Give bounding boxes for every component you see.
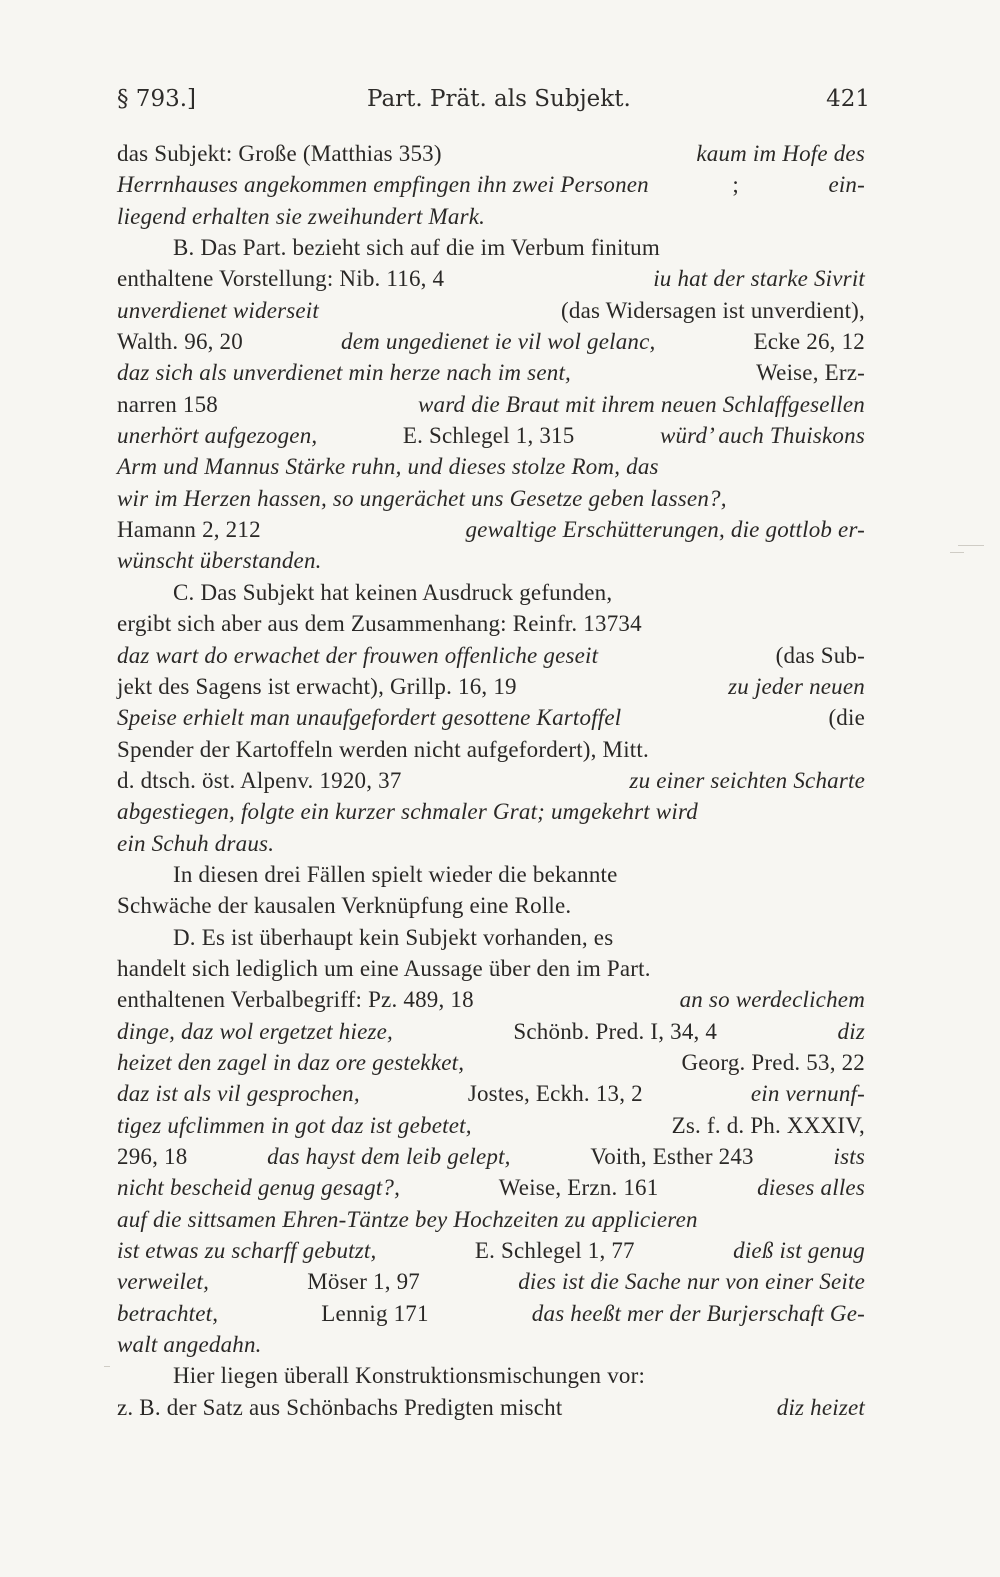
text-line xyxy=(117,1266,865,1297)
italic-text: daz ist als vil gesprochen, xyxy=(117,1081,366,1107)
italic-text: diz heizet xyxy=(776,1394,865,1420)
italic-text: ists xyxy=(833,1144,865,1169)
text-line xyxy=(117,514,865,545)
italic-text: ist etwas zu scharff gebutzt, xyxy=(117,1238,383,1264)
roman-text: handelt sich lediglich um eine Aussage über den im Part. xyxy=(117,955,651,981)
italic-text: dieses alles xyxy=(757,1175,865,1201)
roman-text: Zs. f. d. Ph. XXXIV, xyxy=(671,1112,865,1138)
roman-text: enthaltene Vorstellung: Nib. 116, 4 xyxy=(117,266,451,292)
text-line xyxy=(117,1329,865,1360)
italic-text: daz wart do erwachet der frouwen offenliche geseit xyxy=(117,642,605,668)
roman-text: Hier liegen überall Konstruktionsmischungen vor: xyxy=(173,1363,646,1389)
roman-text: ; xyxy=(732,172,745,198)
roman-text: Schönb. Pred. I, 34, 4 xyxy=(513,1018,724,1044)
italic-text: an so werdeclichem xyxy=(679,987,865,1013)
text-line xyxy=(117,1078,865,1109)
italic-text: auf die sittsamen Ehren-Täntze bey Hochzeiten zu applicieren xyxy=(117,1206,698,1232)
roman-text: jekt des Sagens ist erwacht), Grillp. 16, 19 xyxy=(117,673,523,699)
text-line xyxy=(117,1047,865,1078)
text-line xyxy=(117,420,865,451)
scan-mark xyxy=(104,1366,110,1367)
roman-text: In diesen drei Fällen spielt wieder die bekannte xyxy=(173,861,618,887)
text-line xyxy=(117,984,865,1015)
italic-text: unerhört aufgezogen, xyxy=(117,423,324,449)
roman-text: Lennig 171 xyxy=(321,1300,435,1326)
roman-text: Walth. 96, 20 xyxy=(117,329,249,355)
roman-text: z. B. der Satz aus Schönbachs Predigten mischt xyxy=(117,1394,569,1420)
running-title: Part. Prät. als Subjekt. xyxy=(367,86,631,112)
text-line xyxy=(117,890,865,921)
text-line xyxy=(117,451,865,482)
roman-text: B. Das Part. bezieht sich auf die im Verbum finitum xyxy=(173,235,660,261)
italic-text: unverdienet widerseit xyxy=(117,297,325,323)
roman-text: Möser 1, 97 xyxy=(307,1269,426,1295)
italic-text: Herrnhauses angekommen empfingen ihn zwei Personen xyxy=(117,172,649,198)
roman-text: Georg. Pred. 53, 22 xyxy=(681,1049,865,1075)
italic-text: Speise erhielt man unaufgefordert gesottene Kartoffel xyxy=(117,705,628,731)
roman-text: E. Schlegel 1, 315 xyxy=(402,423,581,449)
italic-text: diz xyxy=(837,1018,865,1044)
text-line xyxy=(117,1360,865,1391)
italic-text: nicht bescheid genug gesagt?, xyxy=(117,1175,406,1201)
scan-mark xyxy=(950,552,964,553)
section-number: § 793.] xyxy=(117,86,196,112)
italic-text: würd’ auch Thuiskons xyxy=(659,423,865,449)
italic-text: Arm und Mannus Stärke ruhn, und dieses stolze Rom, das xyxy=(117,454,659,480)
text-line xyxy=(117,169,865,200)
italic-text: das hayst dem leib gelept, xyxy=(267,1144,517,1169)
text-line xyxy=(117,201,865,232)
italic-text: ein vernunf- xyxy=(750,1081,865,1107)
italic-text: dinge, daz wol ergetzet hieze, xyxy=(117,1018,399,1044)
text-line xyxy=(117,326,865,357)
roman-text: enthaltenen Verbalbegriff: Pz. 489, 18 xyxy=(117,987,480,1013)
italic-text: verweilet, xyxy=(117,1269,215,1295)
roman-text: Hamann 2, 212 xyxy=(117,517,267,543)
text-line xyxy=(117,608,865,639)
running-head xyxy=(117,86,870,126)
italic-text: wir im Herzen hassen, so ungerächet uns Gesetze geben lassen?, xyxy=(117,485,727,511)
italic-text: dem ungedienet ie vil wol gelanc, xyxy=(341,329,662,355)
italic-text: liegend erhalten sie zweihundert Mark. xyxy=(117,203,486,229)
text-line xyxy=(117,295,865,326)
roman-text: Ecke 26, 12 xyxy=(753,329,865,355)
roman-text: C. Das Subjekt hat keinen Ausdruck gefunden, xyxy=(173,579,613,605)
italic-text: zu einer seichten Scharte xyxy=(629,767,865,793)
roman-text: Voith, Esther 243 xyxy=(590,1144,760,1169)
italic-text: zu jeder neuen xyxy=(728,673,865,699)
text-line xyxy=(117,640,865,671)
text-line xyxy=(117,232,865,263)
italic-text: daz sich als unverdienet min herze nach im sent, xyxy=(117,360,577,386)
text-line xyxy=(117,1204,865,1235)
text-line xyxy=(117,765,865,796)
italic-text: abgestiegen, folgte ein kurzer schmaler Grat; umgekehrt wird xyxy=(117,799,698,825)
italic-text: wünscht überstanden. xyxy=(117,548,322,574)
italic-text: gewaltige Erschütterungen, die gottlob er- xyxy=(465,517,865,543)
scan-mark xyxy=(958,545,984,546)
italic-text: walt angedahn. xyxy=(117,1332,262,1358)
page-number: 421 xyxy=(826,86,870,112)
text-line xyxy=(117,483,865,514)
roman-text: Weise, Erz- xyxy=(756,360,865,386)
italic-text: betrachtet, xyxy=(117,1300,225,1326)
text-line xyxy=(117,389,865,420)
italic-text: das heeßt mer der Burjerschaft Ge- xyxy=(531,1300,865,1326)
roman-text: (das Widersagen ist unverdient), xyxy=(561,297,865,323)
text-line xyxy=(117,1110,865,1141)
text-line xyxy=(117,953,865,984)
italic-text: dies ist die Sache nur von einer Seite xyxy=(518,1269,865,1295)
roman-text: (das Sub- xyxy=(775,642,865,668)
text-line xyxy=(117,828,865,859)
text-line xyxy=(117,1016,865,1047)
roman-text: Weise, Erzn. 161 xyxy=(498,1175,665,1201)
italic-text: iu hat der starke Sivrit xyxy=(653,266,865,292)
italic-text: heizet den zagel in daz ore gestekket, xyxy=(117,1049,471,1075)
roman-text: Spender der Kartoffeln werden nicht aufgefordert), Mitt. xyxy=(117,736,649,762)
italic-text: ein- xyxy=(828,172,865,198)
text-line xyxy=(117,545,865,576)
roman-text: Jostes, Eckh. 13, 2 xyxy=(467,1081,649,1107)
italic-text: kaum im Hofe des xyxy=(696,141,865,166)
text-line xyxy=(117,1141,865,1172)
roman-text: d. dtsch. öst. Alpenv. 1920, 37 xyxy=(117,767,408,793)
italic-text: dieß ist genug xyxy=(733,1238,865,1264)
roman-text: E. Schlegel 1, 77 xyxy=(474,1238,641,1264)
text-line xyxy=(117,357,865,388)
italic-text: ward die Braut mit ihrem neuen Schlaffgesellen xyxy=(418,391,865,417)
text-line xyxy=(117,263,865,294)
text-line xyxy=(117,138,865,169)
text-line xyxy=(117,1235,865,1266)
roman-text: Schwäche der kausalen Verknüpfung eine Rolle. xyxy=(117,893,572,919)
roman-text: 296, 18 xyxy=(117,1144,194,1169)
text-line xyxy=(117,734,865,765)
text-line xyxy=(117,1392,865,1423)
roman-text: D. Es ist überhaupt kein Subjekt vorhanden, es xyxy=(173,924,614,950)
text-line xyxy=(117,671,865,702)
text-line xyxy=(117,796,865,827)
text-line xyxy=(117,922,865,953)
roman-text: narren 158 xyxy=(117,391,224,417)
text-line xyxy=(117,859,865,890)
text-line xyxy=(117,1172,865,1203)
italic-text: tigez ufclimmen in got daz ist gebetet, xyxy=(117,1112,478,1138)
roman-text: (die xyxy=(828,705,865,731)
roman-text: ergibt sich aber aus dem Zusammenhang: Reinfr. 13734 xyxy=(117,611,642,637)
text-line xyxy=(117,577,865,608)
body-text xyxy=(117,138,865,1423)
text-line xyxy=(117,702,865,733)
text-line xyxy=(117,1298,865,1329)
roman-text: das Subjekt: Große (Matthias 353) xyxy=(117,141,448,166)
italic-text: ein Schuh draus. xyxy=(117,830,275,856)
